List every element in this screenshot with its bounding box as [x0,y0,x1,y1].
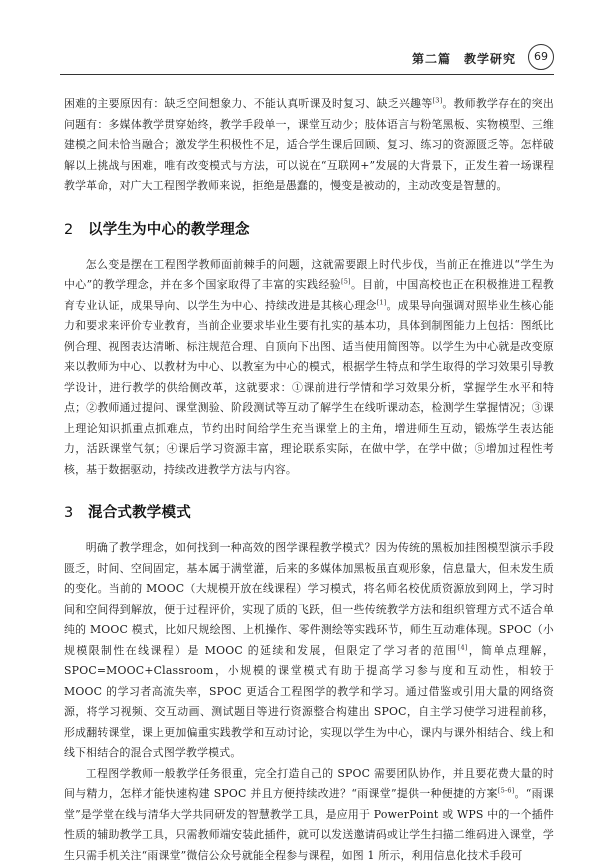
text-span: 明确了教学理念，如何找到一种高效的图学课程教学模式？因为传统的黑板加挂图模型演示手段匮乏，时间、空间固定，基本属于满堂灌，后来的多媒体加黑板虽直观形象，信息量大，但未发生质的变化。当前的 MOOC（大规模开放在线课程）学习模式，将名师名校优质资源放到网上，学习时间和空间得到解放，便于过程评价，实现了质的飞跃，但一些传统教学方法和组织管理方式不适合单纯的 MOOC 模式，比如尺规绘图、上机操作、零件测绘等实践环节，师生互动难体现。SPOC（小规模限制性在线课程）是 MOOC 的延续和发展，但限定了学习者的范围 [64,541,554,657]
text-span: 。成果导向强调对照毕业生核心能力和要求来评价专业教育，当前企业要求毕业生要有扎实的基本功，具体到制图能力上包括：图纸比例合理、视图表达清晰、标注规范合理、自顶向下出图、适当使用简图等。以学生为中心就是改变原来以教师为中心、以教材为中心、以教室为中心的模式，根据学生特点和学生取得的学习效果引导教学设计，进行教学的供给侧改革，这就要求：①课前进行学情和学习效果分析，掌握学生水平和特点；②教师通过提问、课堂测验、阶段测试等互动了解学生在线听课动态，检测学生掌握情况；③课上理论知识抓重点抓难点，节约出时间给学生充当课堂上的主角，增进师生互动，锻炼学生表达能力，活跃课堂气氛；④课后学习资源丰富，理论联系实际，在做中学，在学中做；⑤增加过程性考核，基于数据驱动，持续改进教学方法与内容。 [64,299,554,476]
running-header [60,44,554,72]
citation: [3] [433,96,443,104]
paragraph [64,538,554,764]
text-span: ，简单点理解，SPOC=MOOC+Classroom，小规模的课堂模式有助于提高学习参与度和互动性，相较于 MOOC 的学习者高流失率，SPOC 更适合工程图学的教学和学习。通过借鉴或引用大量的网络资源，将学习视频、交互动画、测试题目等进行资源整合构建出 SPOC，自主学习使学习进程前移，形成翻转课堂，课上更加偏重实践教学和互动讨论，实现以学生为中心，课内与课外相结合、线上和线下相结合的混合式图学教学模式。 [64,644,554,760]
paragraph [64,764,554,866]
text-span: 。“雨课堂”是学堂在线与清华大学共同研发的智慧教学工具，是应用于 PowerPoint 或 WPS 中的一个插件性质的辅助教学工具，只需教师端安装此插件，就可以发送邀请码或让学生扫描二维码进入课堂，学生只需手机关注“雨课堂”微信公众号就能全程参与课程，如图 1 所示，利用信息化技术手段可 [64,787,554,862]
text-span: 。教师教学存在的突出问题有：多媒体教学贯穿始终，教学手段单一，课堂互动少；肢体语言与粉笔黑板、实物模型、三维建模之间未恰当融合；激发学生积极性不足，适合学生课后回顾、复习、练习的资源匮乏等。怎样破解以上挑战与困难，唯有改变模式与方法，可以说在“互联网+”发展的大背景下，正发生着一场课程教学革命，对广大工程图学教师来说，拒绝是愚蠢的，慢变是被动的，主动改变是智慧的。 [64,97,554,192]
text-span: 怎么变是摆在工程图学教师面前棘手的问题，这就需要跟上时代步伐，当前正在推进以“学生为中心”的教学理念，并在多个国家取得了丰富的实践经验 [64,258,554,292]
section-title: 以学生为中心的教学理念 [88,222,250,238]
header-title: 第二篇 教学研究 [412,50,516,67]
citation: [4] [458,643,468,651]
section-heading-3 [64,502,554,524]
paragraph-continued [64,94,554,197]
citation: [5-6] [498,786,515,794]
page-body [64,94,554,866]
section-number: 3 [64,502,88,524]
citation: [5] [341,277,351,285]
text-span: 。目前，中国高校也正在积极推进工程教育专业认证，成果导向、以学生为中心、持续改进是其核心理念 [64,278,554,312]
header-rule [60,74,554,75]
page-number: 69 [528,44,554,70]
section-title: 混合式教学模式 [88,505,191,521]
text-span: 工程图学教师一般教学任务很重，完全打造自己的 SPOC 需要团队协作，并且要花费大量的时间与精力，怎样才能快速构建 SPOC 并且方便持续改进？“雨课堂”提供一种便捷的方案 [64,767,554,801]
section-heading-2 [64,219,554,241]
text-span: 困难的主要原因有：缺乏空间想象力、不能认真听课及时复习、缺乏兴趣等 [64,97,433,110]
citation: [1] [377,298,387,306]
paragraph [64,255,554,481]
section-number: 2 [64,219,88,241]
